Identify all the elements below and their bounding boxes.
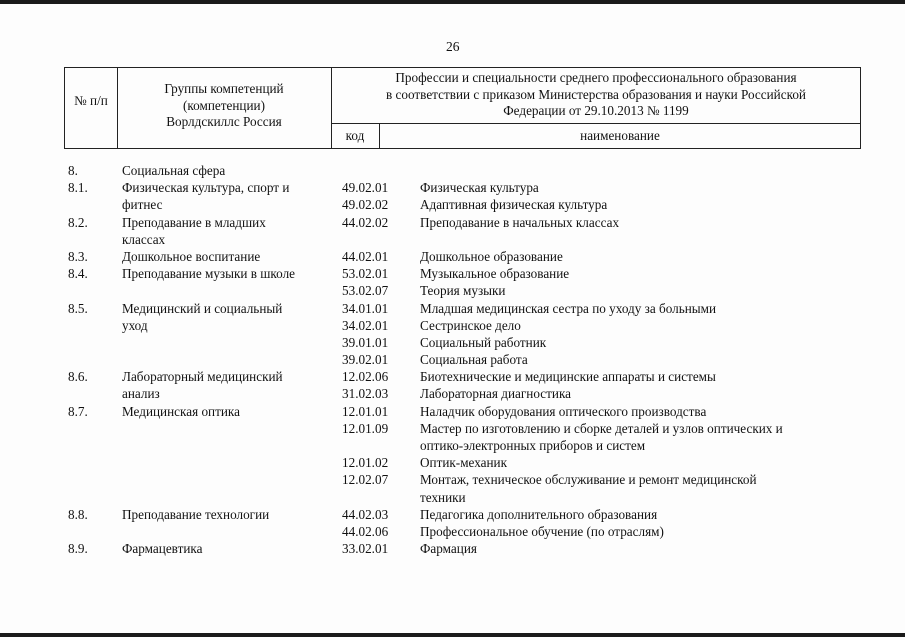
table-row xyxy=(0,471,905,488)
header-col-group-line: Группы компетенций xyxy=(164,81,284,96)
row-competency-group: Преподавание музыки в школе xyxy=(122,266,296,282)
table-row xyxy=(0,437,905,454)
row-name: Сестринское дело xyxy=(420,317,521,333)
row-number: 8.3. xyxy=(68,248,88,264)
row-name: Оптик-механик xyxy=(420,455,508,471)
header-col-professions-line: Федерации от 29.10.2013 № 1199 xyxy=(503,103,689,118)
scan-edge-bottom xyxy=(0,633,905,637)
table-row xyxy=(0,214,905,231)
table-row xyxy=(0,368,905,385)
table-row xyxy=(0,506,905,523)
table-row xyxy=(0,540,905,557)
row-code: 49.02.02 xyxy=(342,197,389,213)
row-name: Теория музыки xyxy=(420,283,506,299)
row-code: 12.01.02 xyxy=(342,455,389,471)
row-code: 12.02.06 xyxy=(342,369,389,385)
row-number: 8.5. xyxy=(68,300,88,316)
row-name: техники xyxy=(420,489,466,505)
header-col-group-line: (компетенции) xyxy=(183,97,265,113)
row-number: 8.7. xyxy=(68,403,88,419)
table-row xyxy=(0,523,905,540)
table-row xyxy=(0,489,905,506)
row-name: Социальная работа xyxy=(420,352,528,368)
table-row xyxy=(0,179,905,196)
row-name: Педагогика дополнительного образования xyxy=(420,506,658,522)
row-competency-group: анализ xyxy=(122,386,160,402)
table-row xyxy=(0,420,905,437)
row-competency-group: Фармацевтика xyxy=(122,541,203,557)
row-code: 53.02.07 xyxy=(342,283,389,299)
header-col-number: № п/п xyxy=(74,93,108,108)
row-number: 8.6. xyxy=(68,369,88,385)
table-header xyxy=(64,67,861,149)
row-code: 39.02.01 xyxy=(342,352,389,368)
row-competency-group: Физическая культура, спорт и xyxy=(122,180,290,196)
table-row xyxy=(0,454,905,471)
row-code: 12.01.09 xyxy=(342,420,389,436)
scan-edge-top xyxy=(0,0,905,4)
row-number: 8.1. xyxy=(68,180,88,196)
row-code: 33.02.01 xyxy=(342,541,389,557)
row-name: Дошкольное образование xyxy=(420,248,563,264)
row-name: Биотехнические и медицинские аппараты и системы xyxy=(420,369,716,385)
table-row xyxy=(0,196,905,213)
row-competency-group: уход xyxy=(122,317,148,333)
header-col-code: код xyxy=(345,128,365,143)
row-competency-group: Социальная сфера xyxy=(122,163,226,178)
table-row xyxy=(0,248,905,265)
table-row xyxy=(0,385,905,402)
row-competency-group: классах xyxy=(122,231,166,247)
row-code: 49.02.01 xyxy=(342,180,389,196)
table-row xyxy=(0,162,905,179)
row-code: 44.02.03 xyxy=(342,506,389,522)
row-code: 44.02.01 xyxy=(342,248,389,264)
row-name: Адаптивная физическая культура xyxy=(420,197,608,213)
row-number: 8.2. xyxy=(68,214,88,230)
row-name: Социальный работник xyxy=(420,334,547,350)
row-name: Физическая культура xyxy=(420,180,539,196)
row-number: 8.9. xyxy=(68,541,88,557)
header-col-group-line: Ворлдскиллс Россия xyxy=(166,114,282,129)
row-competency-group: Преподавание технологии xyxy=(122,506,270,522)
table-row xyxy=(0,300,905,317)
page-number: 26 xyxy=(446,39,460,54)
header-col-group xyxy=(117,81,331,131)
row-competency-group: Медицинская оптика xyxy=(122,403,240,419)
row-competency-group: Медицинский и социальный xyxy=(122,300,283,316)
row-name: Монтаж, техническое обслуживание и ремонт медицинской xyxy=(420,472,757,488)
row-code: 44.02.06 xyxy=(342,523,389,539)
row-code: 39.01.01 xyxy=(342,334,389,350)
row-number: 8.8. xyxy=(68,506,88,522)
row-name: Младшая медицинская сестра по уходу за больными xyxy=(420,300,717,316)
row-number: 8. xyxy=(68,163,78,178)
row-code: 53.02.01 xyxy=(342,266,389,282)
row-name: Преподавание в начальных классах xyxy=(420,214,620,230)
table-row xyxy=(0,403,905,420)
row-name: Фармация xyxy=(420,541,477,557)
table-row xyxy=(0,334,905,351)
row-code: 12.01.01 xyxy=(342,403,389,419)
row-name: Профессиональное обучение (по отраслям) xyxy=(420,523,664,539)
row-name: Лабораторная диагностика xyxy=(420,386,571,402)
table-row xyxy=(0,231,905,248)
table-body xyxy=(0,162,905,557)
header-col-professions-line: в соответствии с приказом Министерства образования и науки Российской xyxy=(386,86,806,102)
row-name: Мастер по изготовлению и сборке деталей и узлов оптических и xyxy=(420,420,783,436)
table-row xyxy=(0,317,905,334)
row-code: 44.02.02 xyxy=(342,214,389,230)
row-name: Наладчик оборудования оптического производства xyxy=(420,403,707,419)
row-code: 34.01.01 xyxy=(342,300,389,316)
header-col-professions xyxy=(331,70,861,120)
row-code: 12.02.07 xyxy=(342,472,389,488)
row-number: 8.4. xyxy=(68,266,88,282)
row-name: Музыкальное образование xyxy=(420,266,570,282)
row-competency-group: Преподавание в младших xyxy=(122,214,266,230)
header-divider xyxy=(331,123,860,124)
row-code: 31.02.03 xyxy=(342,386,389,402)
row-name: оптико-электронных приборов и систем xyxy=(420,438,646,453)
table-row xyxy=(0,351,905,368)
row-code: 34.02.01 xyxy=(342,317,389,333)
row-competency-group: Лабораторный медицинский xyxy=(122,369,283,385)
table-row xyxy=(0,282,905,299)
row-competency-group: фитнес xyxy=(122,197,163,213)
table-row xyxy=(0,265,905,282)
header-col-professions-line: Профессии и специальности среднего профессионального образования xyxy=(395,70,797,85)
header-col-name: наименование xyxy=(580,128,660,143)
row-competency-group: Дошкольное воспитание xyxy=(122,248,261,264)
